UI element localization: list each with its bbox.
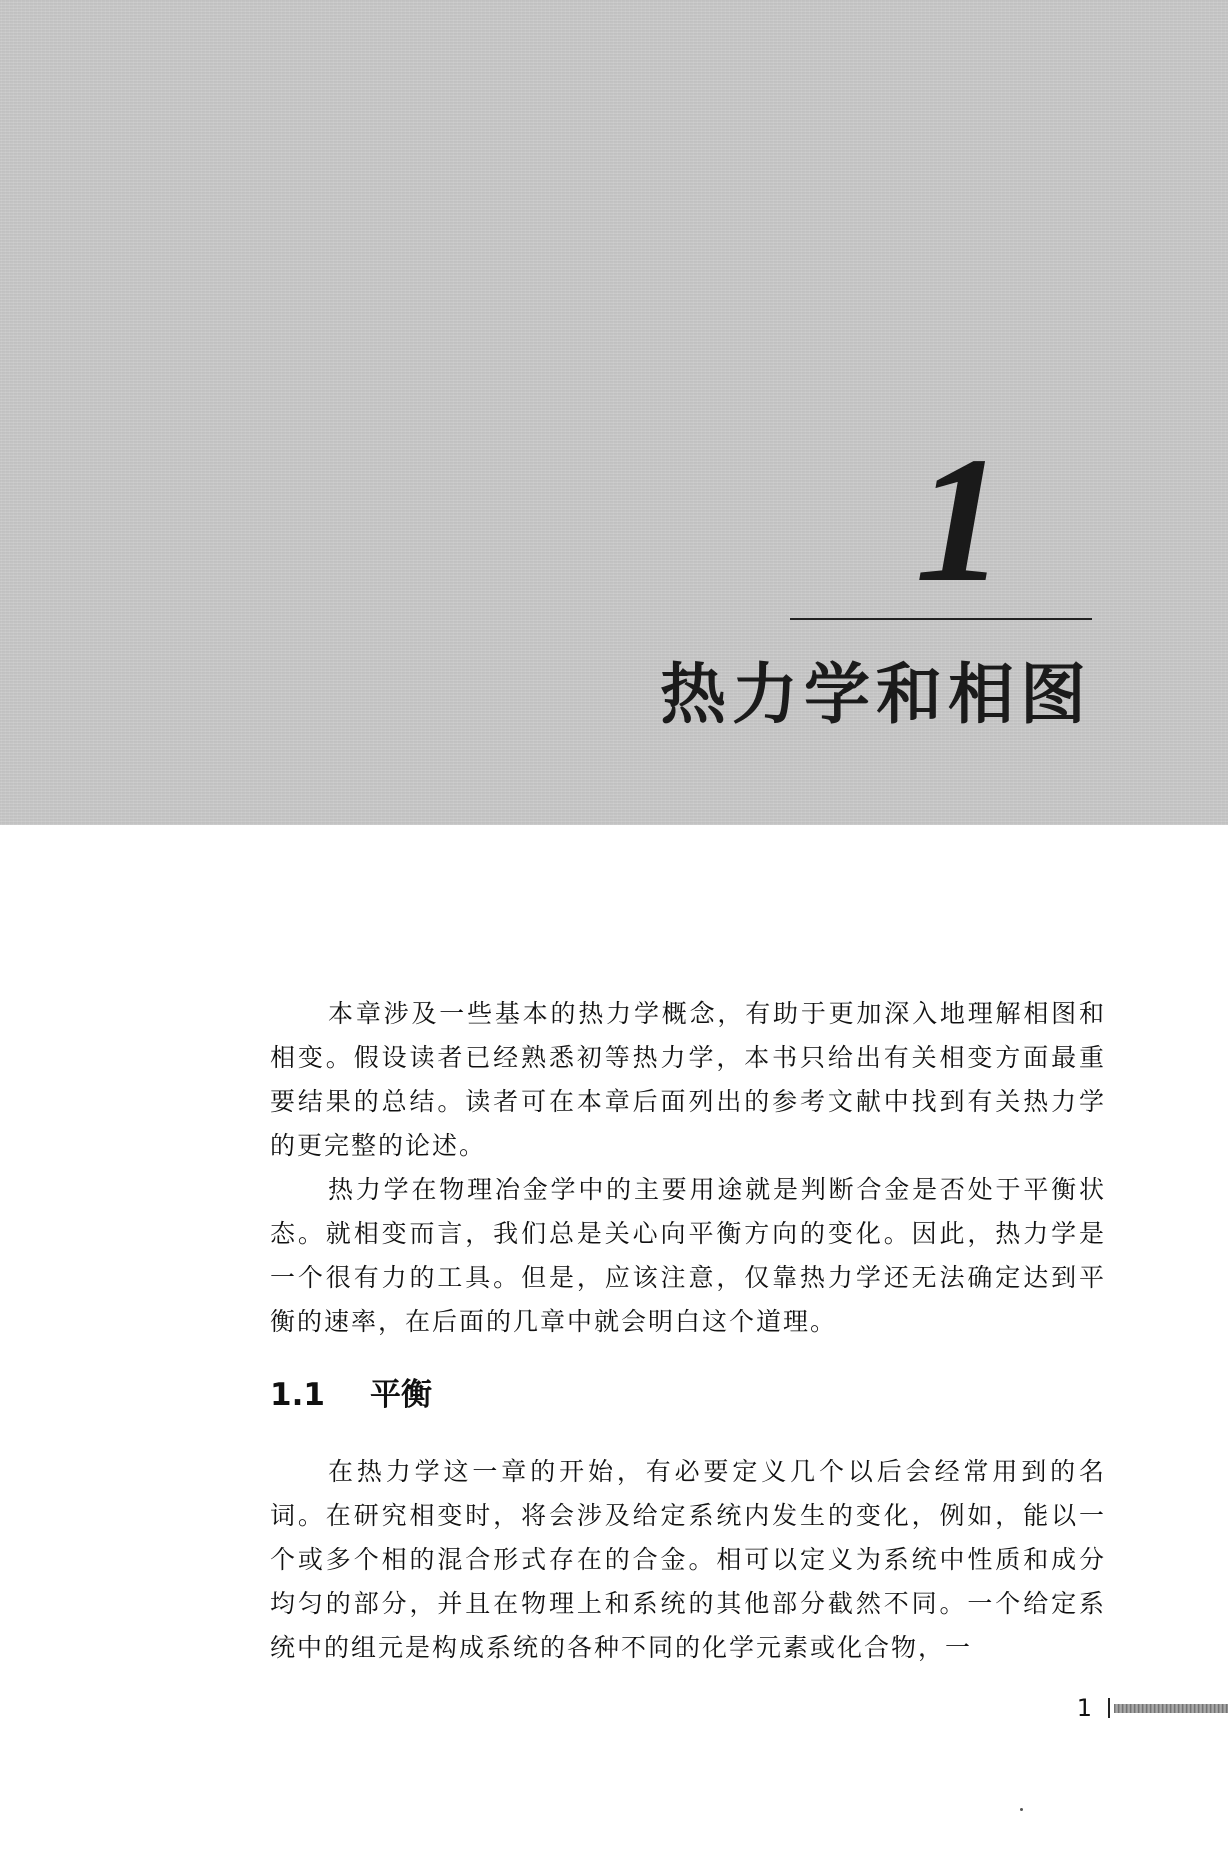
- section-paragraph: 在热力学这一章的开始，有必要定义几个以后会经常用到的名词。在研究相变时，将会涉及给定系统内发生的变化，例如，能以一个或多个相的混合形式存在的合金。相可以定义为系统中性质和成分均匀的部分，并且在物理上和系统的其他部分截然不同。一个给定系统中的组元是构成系统的各种不同的化学元素或化合物，一: [270, 1457, 1106, 1662]
- chapter-title-rule: [790, 618, 1092, 620]
- chapter-number: 1: [915, 420, 1005, 619]
- scan-speck: [1020, 1808, 1023, 1811]
- section-number: 1.1: [270, 1377, 325, 1413]
- intro-text: [270, 992, 1106, 1344]
- intro-paragraph: 本章涉及一些基本的热力学概念，有助于更加深入地理解相图和相变。假设读者已经熟悉初等热力学，本书只给出有关相变方面最重要结果的总结。读者可在本章后面列出的参考文献中找到有关热力学的更完整的论述。: [270, 999, 1106, 1160]
- page-edge-tab: [1108, 1698, 1228, 1718]
- section-text: [270, 1450, 1106, 1670]
- page-number: 1: [1076, 1694, 1092, 1722]
- intro-paragraph: 热力学在物理冶金学中的主要用途就是判断合金是否处于平衡状态。就相变而言，我们总是关心向平衡方向的变化。因此，热力学是一个很有力的工具。但是，应该注意，仅靠热力学还无法确定达到平衡的速率，在后面的几章中就会明白这个道理。: [270, 1175, 1106, 1336]
- page-edge-tab-bar: [1114, 1704, 1228, 1713]
- chapter-title: 热力学和相图: [660, 656, 1092, 733]
- section-title: 平衡: [370, 1377, 432, 1413]
- section-heading: [270, 1370, 432, 1420]
